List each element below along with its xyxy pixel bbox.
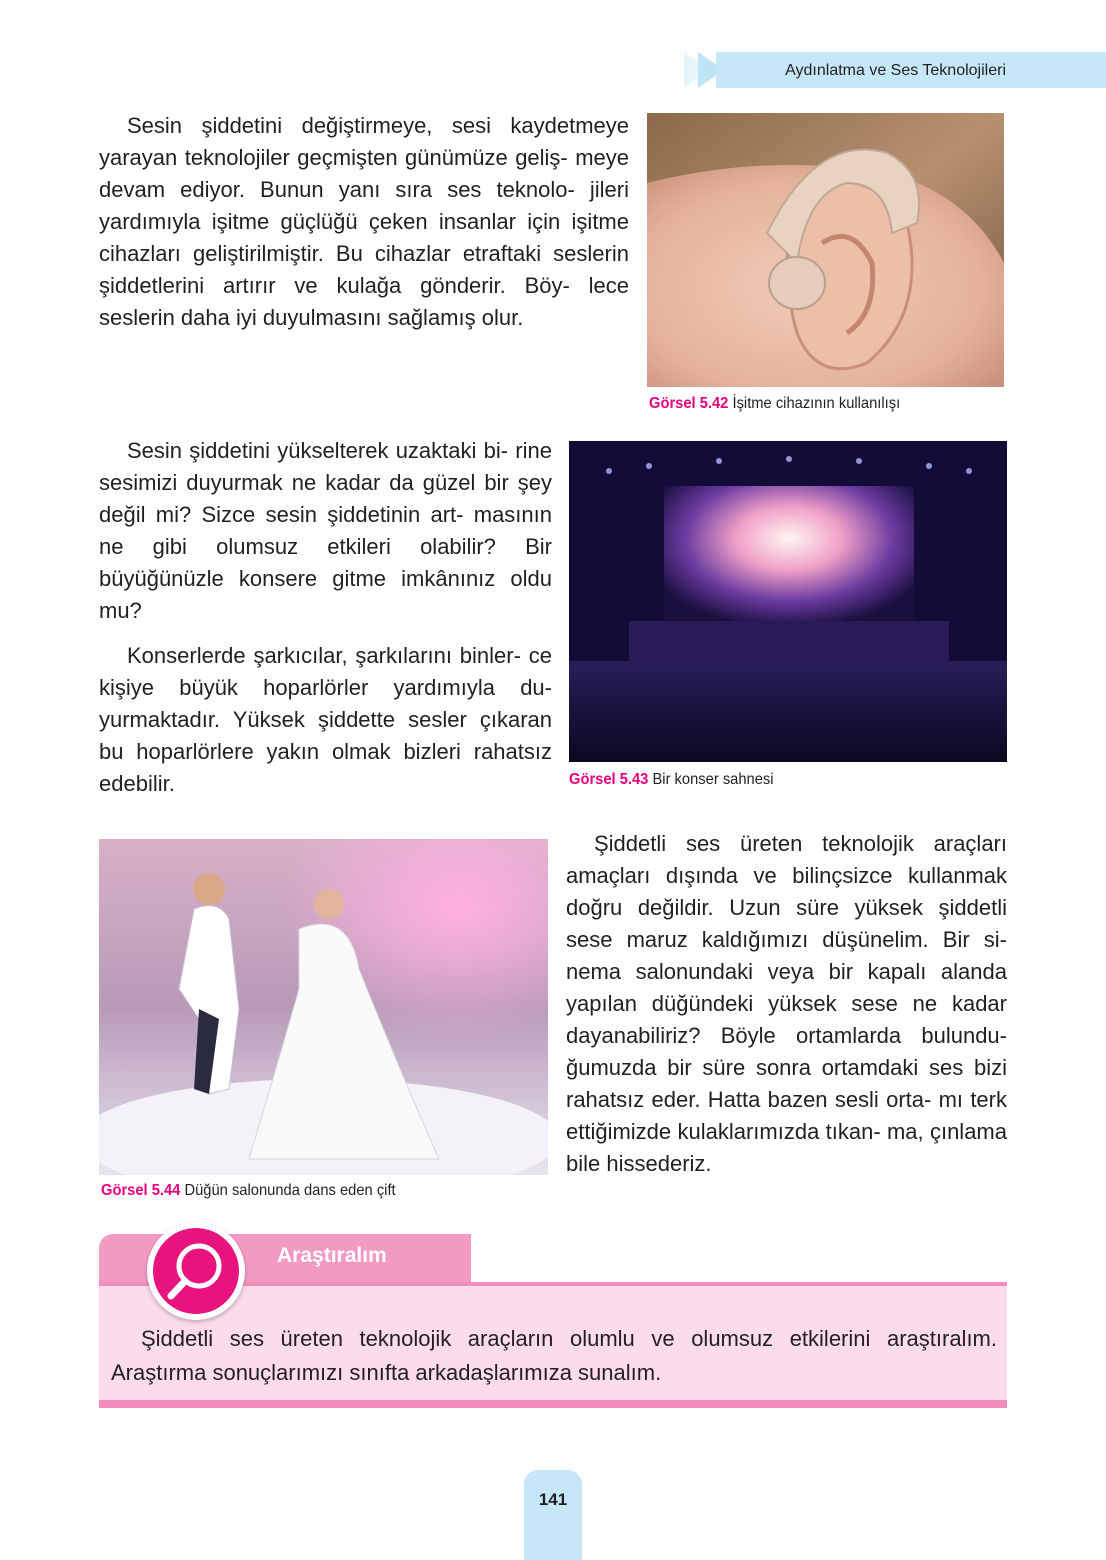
paragraph-concert-question: Sesin şiddetini yükselterek uzaktaki bi- rine sesimizi duyurmak ne kadar da güzel bir şey değil mi? Sizce sesin şiddetinin art- masının ne gibi olumsuz etkileri olabilir? Bir büyüğünüzle konsere gitme imkânınız oldu mu? [99,438,552,623]
research-bottom-border [99,1400,1007,1408]
magnifier-icon-background [153,1228,239,1314]
paragraph-concert-speakers: Konserlerde şarkıcılar, şarkılarını binler- ce kişiye büyük hoparlörler yardımıyla du- yurmaktadır. Yüksek şiddette sesler çıkaran bu hoparlörlere yakın olmak bizleri rahatsız edebilir. [99,643,552,796]
figure-caption [649,395,900,413]
figure-caption-text: İşitme cihazının kullanılışı [732,395,901,412]
figure-wedding-image [99,839,548,1175]
figure-caption-text: Düğün salonunda dans eden çift [184,1182,396,1199]
research-text [111,1322,997,1390]
magnifier-icon [147,1222,245,1320]
figure-caption-text: Bir konser sahnesi [652,771,774,788]
research-text-content: Şiddetli ses üreten teknolojik araçların olumlu ve olumsuz etkilerini araştıralım. Araştırma sonuçlarımızı sınıfta arkadaşlarımıza sunalım. [111,1326,997,1385]
magnifier-glyph [153,1228,239,1314]
header-title: Aydınlatma ve Ses Teknolojileri [785,62,1006,79]
paragraph-noise-effects: Şiddetli ses üreten teknolojik araçları amaçları dışında ve bilinçsizce kullanmak doğru değildir. Uzun süre yüksek şiddetli sese maruz kaldığımızı düşünelim. Bir si- nema salonundaki veya bir kapalı alanda yapılan düğündeki yüksek sese ne kadar dayanabiliriz? Böyle ortamlarda bulundu- ğumuzda bir süre sonra ortamdaki ses bizi rahatsız eder. Hatta bazen sesli orta- mı terk ettiğimizde kulaklarımızda tıkan- ma, çınlama bile hissederiz. [566,831,1007,1176]
figure-concert-image [569,441,1007,762]
figure-label: Görsel 5.43 [569,771,649,788]
figure-caption [569,771,774,789]
paragraph-hearing-aid: Sesin şiddetini değiştirmeye, sesi kaydetmeye yarayan teknolojiler geçmişten günümüze geliş- meye devam ediyor. Bunun yanı sıra ses teknolo- jileri yardımıyla işitme güçlüğü çeken insanlar için işitme cihazları geliştirilmiştir. Bu cihazlar etraftaki seslerin şiddetlerini artırır ve kulağa gönderir. Böy- lece seslerin daha iyi duyulmasını sağlamış olur. [99,113,629,330]
research-box [99,1222,1007,1412]
figure-caption [101,1182,396,1200]
page-header [684,52,1106,88]
page-number: 141 [538,1490,568,1509]
figure-label: Görsel 5.42 [649,395,729,412]
figure-hearing-aid-image [647,113,1004,387]
research-title: Araştıralım [277,1244,387,1267]
page-number-tab [524,1470,582,1560]
research-tab-edge [429,1234,475,1286]
figure-label: Görsel 5.44 [101,1182,181,1199]
